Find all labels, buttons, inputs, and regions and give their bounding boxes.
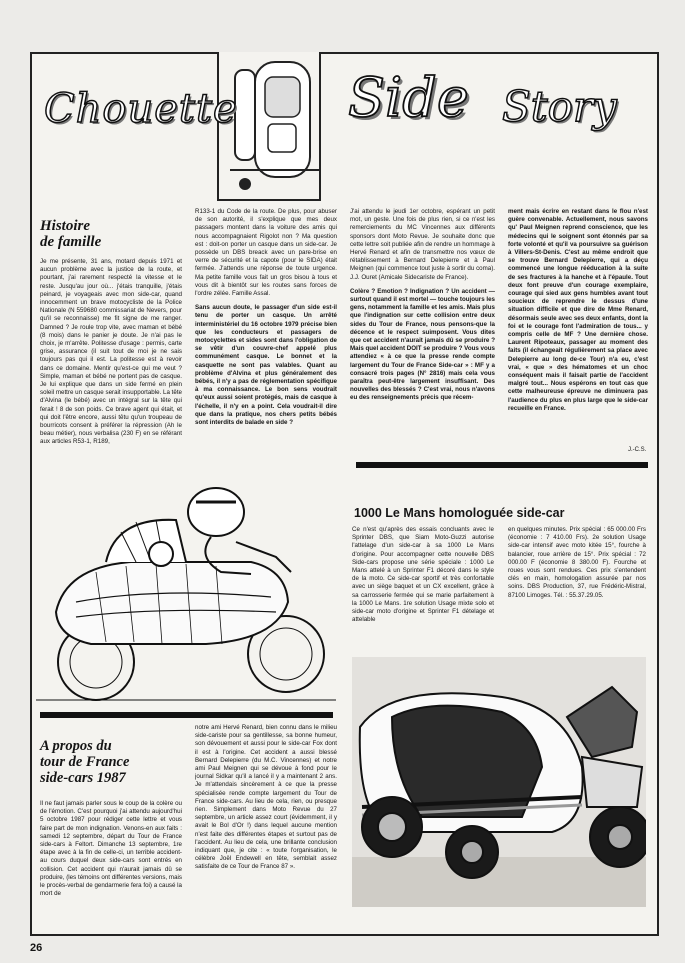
article2-divider (356, 462, 648, 468)
article2-column2-text: en quelques minutes. Prix spécial : 65 000.00 Frs (économie : 7 410.00 Frs). 2e solution Usage side-car intensif avec moto kitée 15°, fourche à balancier, roue arrière de 15°. Prix spécial : 72 000.00 F (économie 8 380.00 F). Fourche et roues vous sont rendues. Ces prix s'entendent clés en main, homologation assurée par nos soins. DBS Production, 37, rue Frédéric-Mistral, 87100 Limoges. Tél. : 55.37.29.05. (508, 526, 646, 599)
title-word-story: Story (502, 82, 617, 131)
article2-column1 (352, 526, 494, 652)
article1-column2-text: R133-1 du Code de la route. De plus, pour abuser de son autorité, il s'explique que mes deux passagers montent dans la voiture des amis qui nous accompagnaient Rigolot non ? Ma question est : doit-on porter un casque dans un side-car. Je possède un DBS breack avec un pare-brise en verre de sécurité et la capote (pour le SIDA) était fermée. J'attends une réponse de toute urgence. Ma petite famille vous fait un gros bisou à tous et vous dit à bientôt sur les routes sans forces de l'ordre zélée. Famille Assal. (195, 208, 337, 298)
sidecar-photo (352, 657, 646, 907)
article1-column3-text: J'ai attendu le jeudi 1er octobre, espérant un petit mot, un geste. Une fois de plus rien, si ce n'est les remerciements du MC Vincennes aux différents sponsors dont Moto Revue. Je souhaite donc que cette lettre soit publiée afin de rendre un hommage à Hervé Renard et afin de transmettre nos vœux de rétablissement à Bernard Delepierre et à Paul Meignen (qui commence tout juste à sortir du coma). J.J. Ouret (Amicale Sidecariste de France). (350, 208, 495, 281)
article1-column4-response: ment mais écrire en restant dans le flou n'est guère convenable. Actuellement, nous savons qu' Paul Meignen reprend conscience, que les médecins qui le soignent sont étonnés par sa forte volonté et qu'il va poursuivre sa guérison à Villers-St-Denis. C'est au même endroit que se trouve Bernard Delepierre, qui a déçu commencé une longue rééducation à la suite de ses fractures à la hanche et à l'épaule. Tout deux font preuve d'un courage exemplaire, courage qui sied aux gens humbles avant tout soucieux de reprendre le dessus d'une situation difficile et que dire de Mme Renard, désormais seule avec ses deux enfants, dont la foi et le courage font l'admiration de tous... y compris celle de MF ? Une dernière chose. Laurent Ripoteaux, passager au moment des faits (il échangeait régulièrement sa place avec Delepierre au long de-ce Tour) n'a eu, c'est vrai, « que » des hématomes et un choc conséquent mais il faisait partie de l'accident malgré tout... Nous espérons en tout cas que cette malheureuse épreuve ne diminuera pas l'audience du plus en plus large que le side-car recueille en France. (508, 208, 648, 412)
article3-title-line1: A propos du (40, 738, 112, 754)
title-word-chouette: Chouette (44, 86, 238, 132)
article3-title-line3: side-cars 1987 (40, 770, 126, 786)
article1-title-line2: de famille (40, 234, 102, 250)
article1-column2 (195, 208, 337, 458)
article3-title-line2: tour de France (40, 754, 130, 770)
article3-title (40, 738, 185, 786)
cartoon-illustration (36, 462, 336, 710)
article3-column2-text: notre ami Hervé Renard, bien connu dans le milieu side-cariste pour sa gentillesse, sa bonne humeur, son dévouement et aussi pour le side-car Fox dont il est à l'origine. Cet accident a aussi blessé Bernard Delepierre (du M.C. Vincennes) et notre ami Paul Meignen qui se dévoue à fond pour le journal Sidkar qu'il a lancé il y a maintenant 2 ans. Je m'attendais sincèrement à ce que la presse spécialisée rende compte largement du Tour de France side-cars. Au lieu de cela, rien, ou presque rien. Simplement dans Moto Revue du 27 septembre, un article assez court (évidemment, il y avait le Bol d'Or !) dans lequel aucune mention n'est faite des différentes étapes et surtout pas de l'accident. Au lieu de cela, une brillante conclusion indiquant que, je cite : « toute l'organisation, le célèbre Joël Endewell en tête, semblait assez satisfaite de ce Tour de France 87 ». (195, 724, 337, 871)
article1-column1-text: Je me présente, 31 ans, motard depuis 1971 et aucun problème avec la justice de la route, et pourtant, j'ai rarement respecté la vitesse et le reste. Jusqu'au jour où... j'étais tranquille, j'étais peinard, je voyageais avec mon side-car, quand innocemment un brave motocycliste de la Police Nationale (N 559680 commissariat de Nevers, pour qu'il se reconnaisse) me fit signe de me ranger. Damned ? Je roule trop vite, avec maman et bébé (8 mois) dans le panier je doute. Je n'ai pas le choix, je m'arrête. Politesse d'usage : permis, carte grise, assurance (il suit tout de moi je ne sais toujours pas qui il est. La politesse est à revoir dans ce domaine. Mentir qu'est-ce qui me veut ? Simple, maman et bébé ne portent pas de casque. Je lui explique que dans un side fermé en plein soleil mettre un casque serait insupportable. La tête d'Alvina (le bébé) avec un intégral sur la tête qui ferait ! 8 de son poids. Ce brave agent qui était, et qui doit l'être encore, aussi têtu qu'un troupeau de bourricots consent à préférer la répression (Ah le beau métier), nous verbalisa (230 F) en se référant aux articles R53-1, R189, (40, 258, 182, 446)
article1-title-line1: Histoire (40, 218, 91, 234)
article2-column1-text: Ce n'est qu'après des essais concluants avec le Sprinter DBS, que Siam Moto-Guzzi autorise l'attelage d'un side-car à sa 1000 Le Mans d'origine. Pour accompagner cette nouvelle DBS Side-cars propose une série spéciale : 1000 Le Mans attelé à un Sprinter F1 décoré dans le style de la moto. Ce side-car sportif et très confortable avec un siège baquet et un CX excellent, grâce à sa carrosserie fermée qui se marie parfaitement à la 1000 Le Mans. 1re solution Usage mixte solo et side-car moto d'origine et Sprinter F1 dételage et attelable (352, 526, 494, 624)
page-number: 26 (30, 942, 43, 954)
article3-column1-text: Il ne faut jamais parler sous le coup de la colère ou de l'émotion. C'est pourquoi j'ai attendu aujourd'hui 5 octobre 1987 pour rédiger cette lettre et vous faire part de mon indignation. Venons-en aux faits : samedi 12 septembre, départ du Tour de France side-cars à Feltort. Dimanche 13 septembre, 1re étape avec à la fin de celle-ci, un terrible accident-au cours duquel deux side-cars sont entrés en collision. Cet accident qui n'aurait jamais dû se produire, (les témoins ont différentes versions, mais le procès-verbal de gendarmerie fera foi) a causé la mort de (40, 800, 182, 898)
article3-divider (40, 712, 333, 718)
header-banner (30, 52, 655, 202)
article1-column3 (350, 208, 495, 458)
article3-column2 (195, 724, 337, 920)
title-word-side: Side (348, 66, 469, 129)
article2-column2 (508, 526, 646, 652)
article1-column4 (508, 208, 648, 444)
article1-title (40, 218, 180, 250)
article1-signature: J.-C.S. (628, 447, 647, 453)
article1-column2-response: Sans aucun doute, le passager d'un side est-il tenu de porter un casque. Un arrêté interministériel du 16 octobre 1979 précise bien que les conducteurs et passagers de motocyclettes et sides sont dans l'obligation de se vêtir d'un couvre-chef appelé plus communément casque. Le bonnet et la casquette ne sont pas valables. Quant au problème d'Alvina et plus généralement des bébés, il n'y a pas de réglementation spécifique à ma connaissance. Le bon sens voudrait qu'eux aussi soient protégés, mais de casque à l'échelle, il n'y en a point. Cela voudrait-il dire que dans la pratique, nos chers petits bébés sont interdits de balade en side ? (195, 304, 337, 427)
article2-title: 1000 Le Mans homologuée side-car (354, 506, 565, 520)
article1-column1 (40, 258, 182, 446)
article1-column3-response: Colère ? Emotion ? Indignation ? Un accident — surtout quand il est mortel — touche toujours les gens, notamment la famille et les amis. Mais plus que l'indignation sur cette collision entre deux sides du Tour de France, nous pensons-que la décence et le respect suimposent. Vous dites que cet accident n'aurait jamais dû se produire ? Mais quel accident DOIT se produire ? Vous vous attendiez « à ce que la presse rende compte largement du Tour de France Side-car » : MF y a consacré trois pages (N° 2816) mais cela vous paraîtra peut-être largement insuffisant. Des nouvelles des blessés ? C'est vrai, nous n'avons eu des renseignements précis que récem- (350, 287, 495, 402)
article3-column1 (40, 800, 182, 912)
